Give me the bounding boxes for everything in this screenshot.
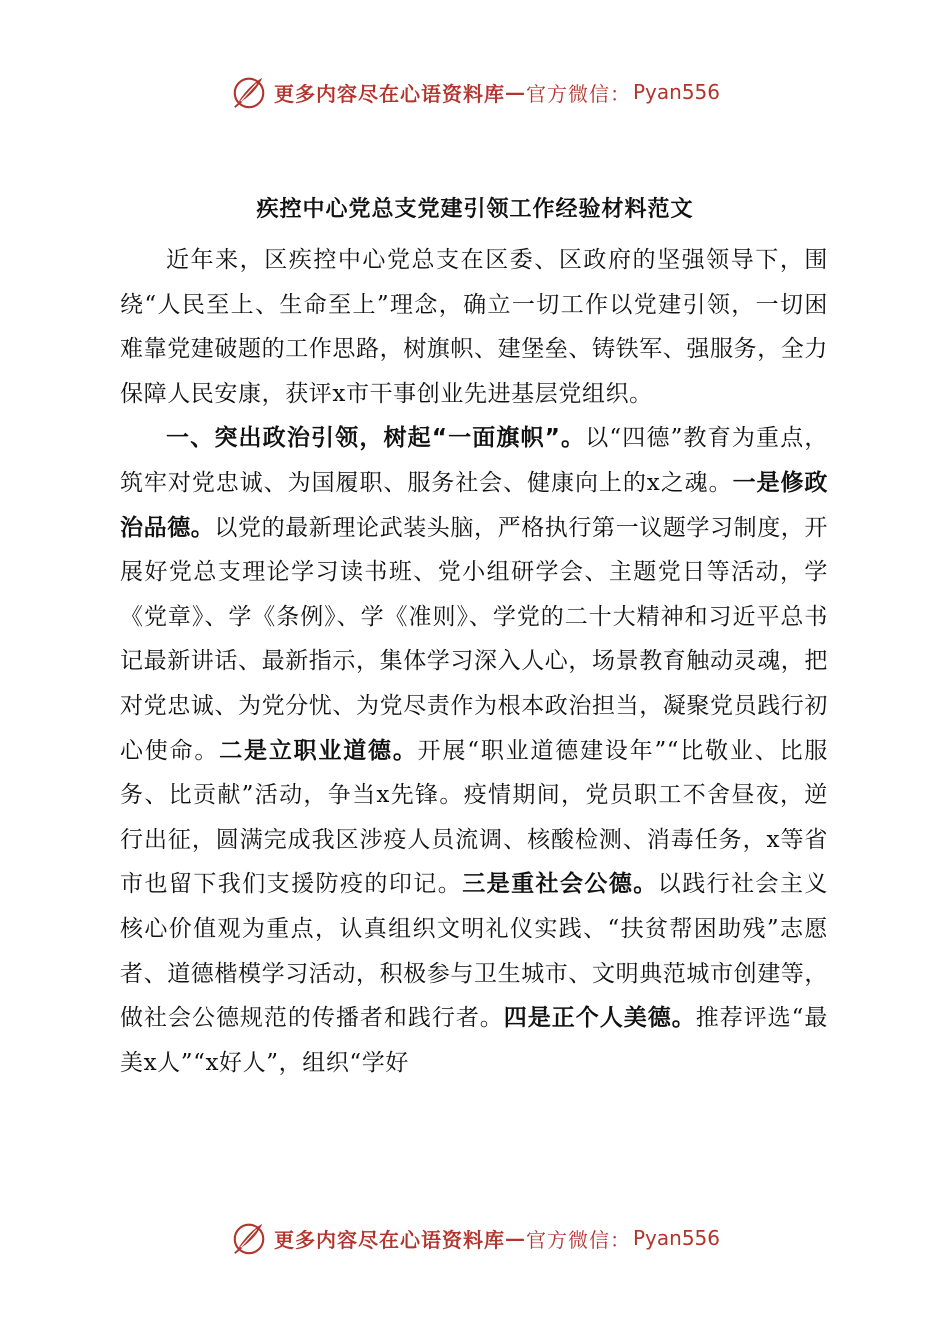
point-3-text: 以践行社会主义核心价值观为重点，认真组织文明礼仪实践、“扶贫帮困助残”志愿者、道德楷模学习活动，积极参与卫生城市、文明典范城市创建等，做社会公德规范的传播者和践行者。 xyxy=(120,871,829,1032)
point-4-text: 推荐评选“最美x人”“x好人”，组织“学好 xyxy=(120,1005,828,1076)
point-3-heading: 三是重社会公德。 xyxy=(462,871,658,898)
watermark-banner-bottom xyxy=(0,1216,950,1260)
intro-paragraph: 近年来，区疾控中心党总支在区委、区政府的坚强领导下，围绕“人民至上、生命至上”理念，确立一切工作以党建引领，一切困难靠党建破题的工作思路，树旗帜、建堡垒、铸铁军、强服务，全力保障人民安康，获评x市干事创业先进基层党组织。 xyxy=(120,247,828,407)
section-1-heading: 一、突出政治引领，树起“一面旗帜”。 xyxy=(166,425,586,452)
wechat-id: Pyan556 xyxy=(632,1226,720,1250)
watermark-banner-top xyxy=(0,70,950,114)
watermark-separator: — xyxy=(504,1226,526,1250)
section-1-paragraph xyxy=(120,416,828,1085)
watermark-text: 更多内容尽在心语资料库 xyxy=(273,81,505,106)
feather-pen-circle-icon xyxy=(230,73,268,111)
wechat-id: Pyan556 xyxy=(632,80,720,104)
point-1-text: 以党的最新理论武装头脑，严格执行第一议题学习制度，开展好党总支理论学习读书班、党小组研学会、主题党日等活动，学《党章》、学《条例》、学《准则》、学党的二十大精神和习近平总书记最新讲话、最新指示，集体学习深入人心，场景教育触动灵魂，把对党忠诚、为党分忧、为党尽责作为根本政治担当，凝聚党员践行初心使命。 xyxy=(120,514,829,764)
watermark-separator: — xyxy=(504,80,526,104)
point-2-text: 开展“职业道德建设年”“比敬业、比服务、比贡献”活动，争当x先锋。疫情期间，党员职工不舍昼夜，逆行出征，圆满完成我区涉疫人员流调、核酸检测、消毒任务，x等省市也留下我们支援防疫的印记。 xyxy=(120,737,828,898)
point-1-heading: 一是修政治品德。 xyxy=(120,469,828,541)
watermark-text: 更多内容尽在心语资料库 xyxy=(273,1227,505,1252)
wechat-label: 官方微信： xyxy=(525,1227,631,1252)
feather-pen-circle-icon xyxy=(230,1219,268,1257)
point-4-heading: 四是正个人美德。 xyxy=(503,1005,696,1032)
document-title: 疾控中心党总支党建引领工作经验材料范文 xyxy=(256,197,694,222)
point-2-heading: 二是立职业道德。 xyxy=(219,737,418,764)
document-body xyxy=(120,238,828,1085)
section-1-lead: 以“四德”教育为重点，筑牢对党忠诚、为国履职、服务社会、健康向上的x之魂。 xyxy=(120,425,828,496)
wechat-label: 官方微信： xyxy=(525,81,631,106)
